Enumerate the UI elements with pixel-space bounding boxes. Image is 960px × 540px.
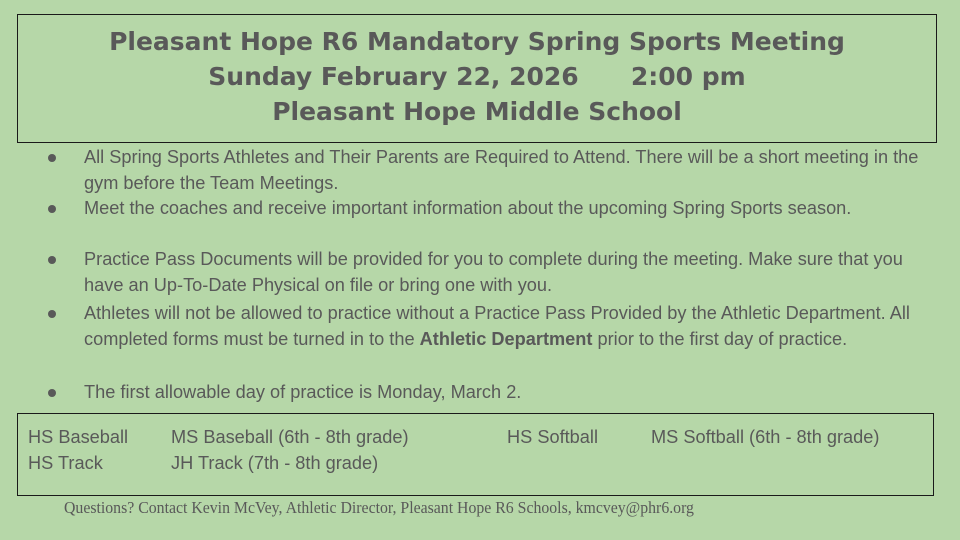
sport-jh-track: JH Track (7th - 8th grade) [171,453,379,473]
athletic-department-emphasis: Athletic Department [419,328,593,349]
contact-footer: Questions? Contact Kevin McVey, Athletic Director, Pleasant Hope R6 Schools, kmcvey@phr6.org [64,498,694,517]
bullet-icon [48,205,56,213]
bullet-text: Practice Pass Documents will be provided for you to complete during the meeting. Make sure that you have an Up-To-Date Physical on file or bring one with you. [84,249,903,295]
bullet-text: The first allowable day of practice is Monday, March 2. [84,382,522,402]
sport-ms-softball: MS Softball (6th - 8th grade) [651,427,880,447]
title-box [17,14,937,143]
sport-hs-softball: HS Softball [507,427,598,447]
meeting-date-time: Sunday February 22, 2026 2:00 pm [208,62,746,91]
bullet-icon [48,256,56,264]
sports-box [17,413,934,496]
bullet-text-part: prior to the first day of practice. [592,328,848,349]
bullet-icon [48,389,56,397]
bullet-icon [48,310,56,318]
meeting-title: Pleasant Hope R6 Mandatory Spring Sports Meeting [109,27,845,56]
bullet-text-part: Athletes will not be allowed to practice without a Practice Pass Provided by the Athletic Department. All completed forms must be turned in to the [84,303,910,349]
sport-hs-baseball: HS Baseball [28,427,129,447]
bullet-text: All Spring Sports Athletes and Their Parents are Required to Attend. There will be a short meeting in the gym before the Team Meetings. [84,147,919,193]
bullet-icon [48,154,56,162]
bullet-text: Meet the coaches and receive important information about the upcoming Spring Sports season. [84,198,852,218]
sport-ms-baseball: MS Baseball (6th - 8th grade) [171,427,409,447]
bullet-text [84,301,944,352]
sport-hs-track: HS Track [28,453,103,473]
meeting-location: Pleasant Hope Middle School [272,97,682,126]
